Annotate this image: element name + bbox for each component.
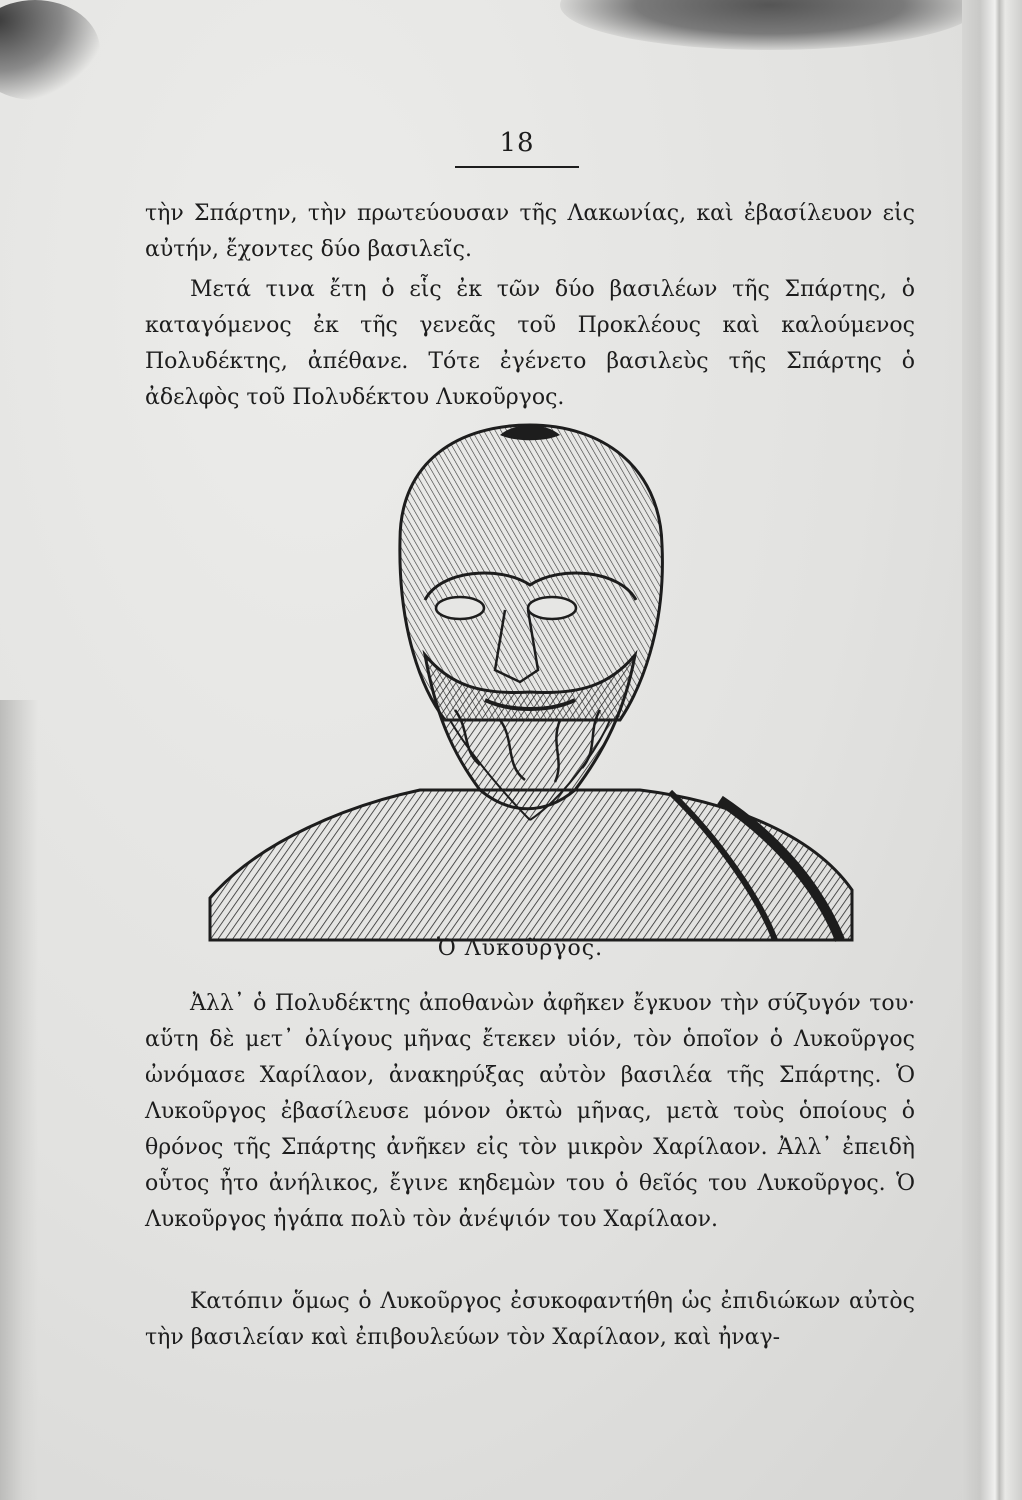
paragraph-3: Ἀλλ᾽ ὁ Πολυδέκτης ἀποθανὼν ἀφῆκεν ἔγκυον τὴν σύζυγόν του· αὕτη δὲ μετ᾽ ὀλίγους μῆνας ἔτεκεν υἱόν, τὸν ὁποῖον ὁ Λυκοῦργος ὠνόμασε Χαρίλαον, ἀνακηρύξας αὐτὸν βασιλέα τῆς Σπάρτης. Ὁ Λυκοῦργος ἐβασίλευσε μόνον ὀκτὼ μῆνας, μετὰ τοὺς ὁποίους ὁ θρόνος τῆς Σπάρτης ἀνῆκεν εἰς τὸν μικρὸν Χαρίλαον. Ἀλλ᾽ ἐπειδὴ οὗτος ἦτο ἀνήλικος, ἔγινε κηδεμὼν του ὁ θεῖός του Λυκοῦργος. Ὁ Λυκοῦργος ἠγάπα πολὺ τὸν ἀνέψιόν του Χαρίλαον. [145,991,915,1232]
lycurgus-portrait-engraving [200,420,860,945]
paragraph-4: Κατόπιν ὅμως ὁ Λυκοῦργος ἐσυκοφαντήθη ὡς ἐπιδιώκων αὐτὸς τὴν βασιλείαν καὶ ἐπιβουλεύων τὸν Χαρίλαον, καὶ ἠναγ- [145,1289,915,1350]
torn-left-edge [0,700,38,1500]
water-stain-top [560,0,980,50]
paragraph-1: τὴν Σπάρτην, τὴν πρωτεύουσαν τῆς Λακωνίας, καὶ ἐβασίλευον εἰς αὐτήν, ἔχοντες δύο βασιλεῖς. [145,201,915,262]
paragraph-2: Μετά τινα ἔτη ὁ εἷς ἐκ τῶν δύο βασιλέων τῆς Σπάρτης, ὁ καταγόμενος ἐκ τῆς γενεᾶς τοῦ Προκλέους καὶ καλούμενος Πολυδέκτης, ἀπέθανε. Τότε ἐγένετο βασιλεὺς τῆς Σπάρτης ὁ ἀδελφὸς τοῦ Πολυδέκτου Λυκοῦργος. [145,277,915,410]
page-binding-edge [962,0,1022,1500]
water-stain-corner [0,0,100,100]
page-number-rule [455,166,579,168]
portrait-caption: Ὁ Λυκοῦργος. [436,936,604,961]
page-number: 18 [499,128,535,158]
